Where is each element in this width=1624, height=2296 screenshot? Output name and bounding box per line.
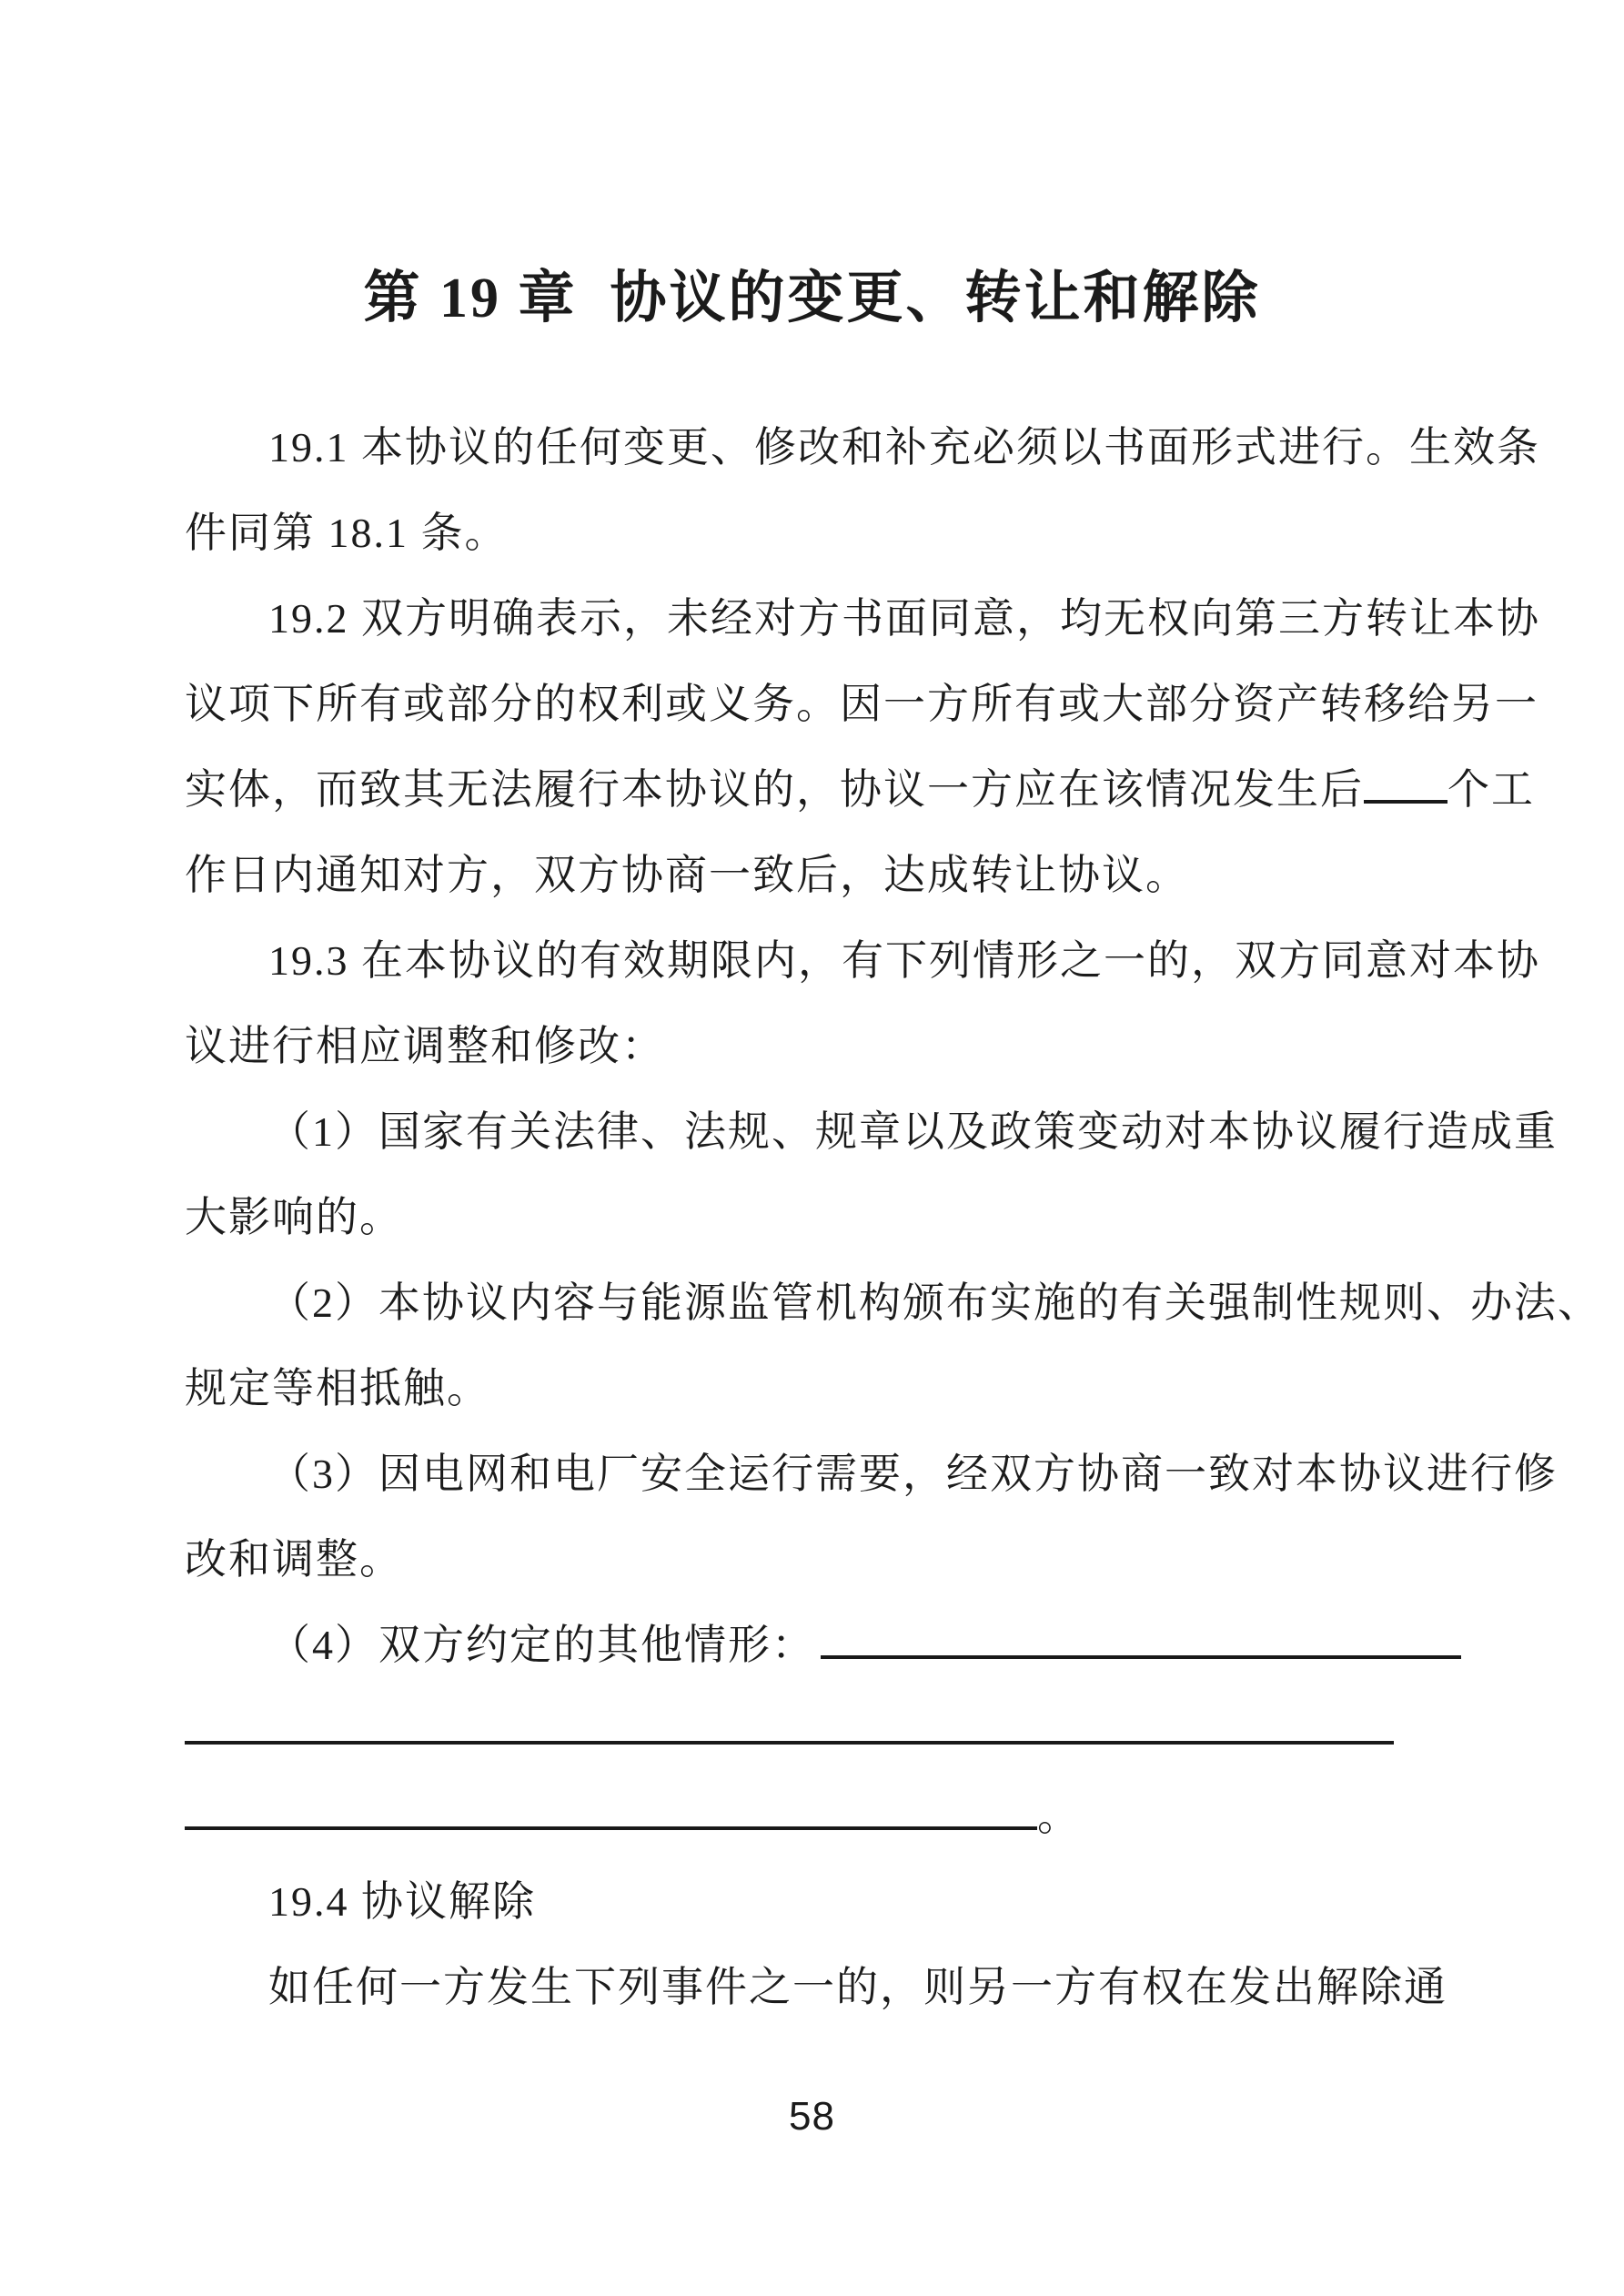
item-4-closing-period: 。 — [1037, 1793, 1081, 1839]
para-19-4-heading: 19.4 协议解除 — [268, 1878, 536, 1925]
fill-in-blank-other-cases-3 — [185, 1826, 1037, 1830]
item-1-line-2: 大影响的。 — [185, 1194, 403, 1240]
item-4-line-2 — [185, 1688, 1468, 1774]
para-19-2-line-2: 议项下所有或部分的权利或义务。因一方所有或大部分资产转移给另一 — [185, 681, 1538, 727]
item-1-line-1: （1）国家有关法律、法规、规章以及政策变动对本协议履行造成重 — [268, 1108, 1558, 1155]
page-number: 58 — [789, 2094, 835, 2139]
fill-in-blank-other-cases-1 — [821, 1655, 1461, 1659]
para-19-2-line-3-text-after: 个工 — [1447, 766, 1535, 813]
item-2-line-2: 规定等相抵触。 — [185, 1365, 490, 1411]
chapter-title — [0, 260, 1624, 337]
para-19-3-line-1: 19.3 在本协议的有效期限内，有下列情形之一的，双方同意对本协 — [268, 937, 1540, 984]
para-19-2-line-3 — [185, 747, 1535, 833]
para-19-4-line-1: 如任何一方发生下列事件之一的，则另一方有权在发出解除通 — [268, 1964, 1447, 2010]
item-2-line-1: （2）本协议内容与能源监管机构颁布实施的有关强制性规则、办法、 — [268, 1279, 1601, 1326]
item-3-line-2: 改和调整。 — [185, 1536, 403, 1583]
para-19-3-line-2: 议进行相应调整和修改： — [185, 1023, 665, 1069]
item-4-label: （4）双方约定的其他情形： — [268, 1622, 815, 1668]
para-19-2-line-4: 作日内通知对方，双方协商一致后，达成转让协议。 — [185, 852, 1189, 898]
fill-in-blank-other-cases-2 — [185, 1741, 1394, 1745]
item-4-line-1 — [185, 1603, 1468, 1688]
para-19-1-line-2: 件同第 18.1 条。 — [185, 510, 509, 556]
chapter-number: 第 19 章 — [363, 268, 578, 329]
para-19-1-line-1: 19.1 本协议的任何变更、修改和补充必须以书面形式进行。生效条 — [268, 424, 1540, 470]
fill-in-blank-working-days — [1364, 800, 1447, 804]
document-body — [185, 405, 1601, 2030]
para-19-2-line-1: 19.2 双方明确表示，未经对方书面同意，均无权向第三方转让本协 — [268, 595, 1540, 642]
para-19-2-line-3-text-before: 实体，而致其无法履行本协议的，协议一方应在该情况发生后 — [185, 766, 1364, 813]
chapter-name: 协议的变更、转让和解除 — [610, 268, 1261, 329]
item-4-line-3 — [185, 1774, 1468, 1859]
item-3-line-1: （3）因电网和电厂安全运行需要，经双方协商一致对本协议进行修 — [268, 1451, 1558, 1497]
